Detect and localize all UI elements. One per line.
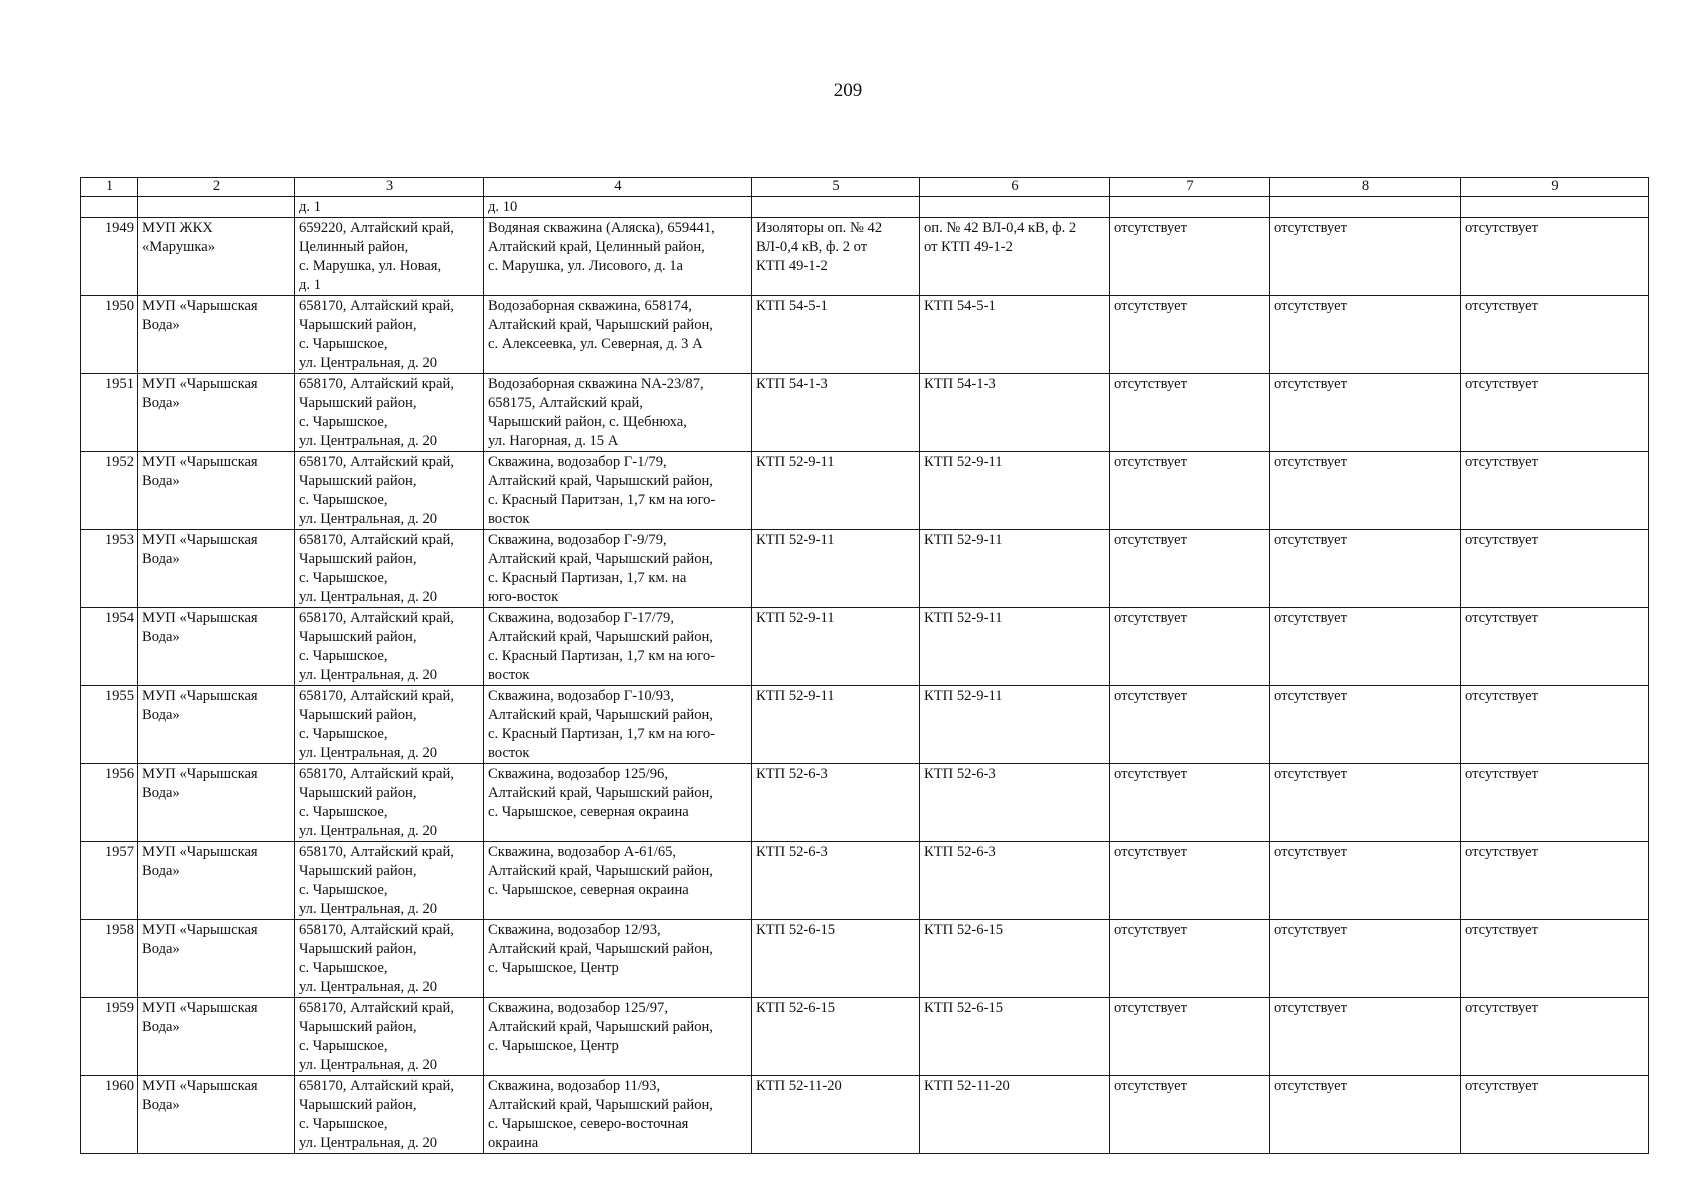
organization-cell bbox=[138, 1076, 295, 1154]
address-cell-line: ул. Центральная, д. 20 bbox=[299, 511, 438, 527]
object-cell bbox=[484, 920, 752, 998]
object-cell-line: Водяная скважина (Аляска), 659441, bbox=[488, 220, 715, 236]
address-cell-line: Чарышский район, bbox=[299, 785, 417, 801]
organization-cell bbox=[138, 686, 295, 764]
table-row bbox=[81, 452, 1649, 530]
object-cell-line: Скважина, водозабор Г-17/79, bbox=[488, 610, 674, 626]
col7-cell: отсутствует bbox=[1110, 686, 1270, 764]
address-cell-line: с. Чарышское, bbox=[299, 726, 388, 742]
col7-cell: отсутствует bbox=[1110, 218, 1270, 296]
address-cell-line: с. Чарышское, bbox=[299, 336, 388, 352]
col5-cell-line: ВЛ-0,4 кВ, ф. 2 от bbox=[756, 239, 868, 255]
table-row bbox=[81, 920, 1649, 998]
row-number-cell: 1953 bbox=[81, 530, 138, 608]
organization-cell-line: МУП «Чарышская bbox=[142, 454, 258, 470]
column-number-cell: 6 bbox=[920, 178, 1110, 197]
col5-cell bbox=[752, 452, 920, 530]
address-cell-line: ул. Центральная, д. 20 bbox=[299, 979, 438, 995]
organization-cell-line: Вода» bbox=[142, 1097, 180, 1113]
object-cell-line: с. Чарышское, северная окраина bbox=[488, 804, 689, 820]
col6-cell bbox=[920, 530, 1110, 608]
col6-cell bbox=[920, 920, 1110, 998]
object-cell-line: Скважина, водозабор 125/97, bbox=[488, 1000, 668, 1016]
organization-cell bbox=[138, 296, 295, 374]
address-cell-line: 658170, Алтайский край, bbox=[299, 688, 454, 704]
organization-cell-line: МУП «Чарышская bbox=[142, 922, 258, 938]
continuation-cell: д. 10 bbox=[484, 197, 752, 218]
col6-cell bbox=[920, 608, 1110, 686]
object-cell-line: с. Красный Партизан, 1,7 км. на bbox=[488, 570, 687, 586]
object-cell-line: восток bbox=[488, 745, 530, 761]
col7-cell: отсутствует bbox=[1110, 1076, 1270, 1154]
address-cell bbox=[295, 998, 484, 1076]
address-cell-line: 658170, Алтайский край, bbox=[299, 922, 454, 938]
col8-cell: отсутствует bbox=[1270, 218, 1461, 296]
object-cell bbox=[484, 374, 752, 452]
col5-cell bbox=[752, 530, 920, 608]
address-cell-line: ул. Центральная, д. 20 bbox=[299, 1135, 438, 1151]
column-number-cell: 2 bbox=[138, 178, 295, 197]
address-cell-line: с. Чарышское, bbox=[299, 414, 388, 430]
address-cell-line: Чарышский район, bbox=[299, 317, 417, 333]
column-number-cell: 3 bbox=[295, 178, 484, 197]
organization-cell-line: Вода» bbox=[142, 1019, 180, 1035]
row-number-cell: 1952 bbox=[81, 452, 138, 530]
address-cell-line: Целинный район, bbox=[299, 239, 409, 255]
col5-cell bbox=[752, 374, 920, 452]
col6-cell bbox=[920, 842, 1110, 920]
row-number-cell: 1950 bbox=[81, 296, 138, 374]
col9-cell: отсутствует bbox=[1461, 530, 1649, 608]
address-cell-line: с. Чарышское, bbox=[299, 492, 388, 508]
continuation-cell bbox=[752, 197, 920, 218]
col5-cell bbox=[752, 686, 920, 764]
organization-cell-line: МУП «Чарышская bbox=[142, 298, 258, 314]
object-cell-line: 658175, Алтайский край, bbox=[488, 395, 643, 411]
table-row bbox=[81, 374, 1649, 452]
address-cell-line: с. Чарышское, bbox=[299, 1116, 388, 1132]
address-cell-line: 658170, Алтайский край, bbox=[299, 532, 454, 548]
organization-cell-line: Вода» bbox=[142, 785, 180, 801]
address-cell-line: с. Чарышское, bbox=[299, 804, 388, 820]
col6-cell-line: КТП 52-9-11 bbox=[924, 454, 1003, 470]
organization-cell-line: Вода» bbox=[142, 863, 180, 879]
page-number: 209 bbox=[833, 80, 863, 101]
object-cell-line: Алтайский край, Чарышский район, bbox=[488, 863, 713, 879]
address-cell-line: 658170, Алтайский край, bbox=[299, 298, 454, 314]
object-cell-line: Алтайский край, Чарышский район, bbox=[488, 317, 713, 333]
col8-cell: отсутствует bbox=[1270, 530, 1461, 608]
organization-cell bbox=[138, 920, 295, 998]
table-row bbox=[81, 686, 1649, 764]
col6-cell bbox=[920, 1076, 1110, 1154]
organization-cell-line: МУП «Чарышская bbox=[142, 766, 258, 782]
address-cell-line: Чарышский район, bbox=[299, 473, 417, 489]
object-cell bbox=[484, 686, 752, 764]
column-number-cell: 5 bbox=[752, 178, 920, 197]
address-cell-line: Чарышский район, bbox=[299, 941, 417, 957]
continuation-row bbox=[81, 197, 1649, 218]
organization-cell bbox=[138, 452, 295, 530]
address-cell bbox=[295, 374, 484, 452]
row-number-cell: 1960 bbox=[81, 1076, 138, 1154]
address-cell-line: Чарышский район, bbox=[299, 1019, 417, 1035]
object-cell-line: ул. Нагорная, д. 15 А bbox=[488, 433, 619, 449]
object-cell-line: Алтайский край, Целинный район, bbox=[488, 239, 705, 255]
object-cell-line: с. Чарышское, северо-восточная bbox=[488, 1116, 689, 1132]
address-cell-line: с. Чарышское, bbox=[299, 1038, 388, 1054]
object-cell-line: с. Красный Паритзан, 1,7 км на юго- bbox=[488, 492, 716, 508]
col6-cell-line: КТП 52-9-11 bbox=[924, 610, 1003, 626]
col5-cell bbox=[752, 218, 920, 296]
organization-cell bbox=[138, 764, 295, 842]
col6-cell-line: КТП 52-11-20 bbox=[924, 1078, 1010, 1094]
col6-cell-line: КТП 52-6-15 bbox=[924, 922, 1004, 938]
col5-cell bbox=[752, 1076, 920, 1154]
address-cell-line: Чарышский район, bbox=[299, 1097, 417, 1113]
address-cell bbox=[295, 608, 484, 686]
organization-cell-line: МУП «Чарышская bbox=[142, 688, 258, 704]
object-cell-line: Алтайский край, Чарышский район, bbox=[488, 1097, 713, 1113]
col5-cell-line: КТП 52-6-3 bbox=[756, 844, 828, 860]
col8-cell: отсутствует bbox=[1270, 998, 1461, 1076]
address-cell-line: ул. Центральная, д. 20 bbox=[299, 589, 438, 605]
object-cell bbox=[484, 452, 752, 530]
address-cell-line: с. Чарышское, bbox=[299, 960, 388, 976]
organization-cell bbox=[138, 530, 295, 608]
column-number-row bbox=[81, 178, 1649, 197]
col9-cell: отсутствует bbox=[1461, 374, 1649, 452]
organization-cell-line: Вода» bbox=[142, 395, 180, 411]
col7-cell: отсутствует bbox=[1110, 998, 1270, 1076]
object-cell-line: с. Красный Партизан, 1,7 км на юго- bbox=[488, 726, 715, 742]
address-cell-line: д. 1 bbox=[299, 277, 322, 293]
organization-cell bbox=[138, 842, 295, 920]
row-number-cell: 1955 bbox=[81, 686, 138, 764]
object-cell-line: Скважина, водозабор Г-10/93, bbox=[488, 688, 674, 704]
col8-cell: отсутствует bbox=[1270, 764, 1461, 842]
address-cell bbox=[295, 452, 484, 530]
col5-cell bbox=[752, 998, 920, 1076]
column-number-cell: 8 bbox=[1270, 178, 1461, 197]
address-cell bbox=[295, 686, 484, 764]
address-cell-line: 658170, Алтайский край, bbox=[299, 376, 454, 392]
organization-cell-line: Вода» bbox=[142, 317, 180, 333]
col9-cell: отсутствует bbox=[1461, 608, 1649, 686]
organization-cell-line: Вода» bbox=[142, 707, 180, 723]
object-cell bbox=[484, 764, 752, 842]
object-cell-line: Водозаборная скважина NA-23/87, bbox=[488, 376, 704, 392]
organization-cell bbox=[138, 608, 295, 686]
col7-cell: отсутствует bbox=[1110, 296, 1270, 374]
col9-cell: отсутствует bbox=[1461, 452, 1649, 530]
col7-cell: отсутствует bbox=[1110, 452, 1270, 530]
col9-cell: отсутствует bbox=[1461, 1076, 1649, 1154]
organization-cell-line: МУП «Чарышская bbox=[142, 844, 258, 860]
continuation-cell bbox=[1270, 197, 1461, 218]
address-cell-line: 658170, Алтайский край, bbox=[299, 766, 454, 782]
col6-cell-line: от КТП 49-1-2 bbox=[924, 239, 1013, 255]
col5-cell-line: КТП 54-5-1 bbox=[756, 298, 828, 314]
col5-cell bbox=[752, 296, 920, 374]
col8-cell: отсутствует bbox=[1270, 920, 1461, 998]
table-row bbox=[81, 218, 1649, 296]
object-cell-line: Водозаборная скважина, 658174, bbox=[488, 298, 692, 314]
col5-cell-line: КТП 52-6-3 bbox=[756, 766, 828, 782]
object-cell-line: Алтайский край, Чарышский район, bbox=[488, 785, 713, 801]
col6-cell-line: КТП 52-9-11 bbox=[924, 532, 1003, 548]
object-cell-line: Скважина, водозабор 125/96, bbox=[488, 766, 668, 782]
object-cell-line: окраина bbox=[488, 1135, 539, 1151]
object-cell-line: с. Чарышское, северная окраина bbox=[488, 882, 689, 898]
col6-cell bbox=[920, 998, 1110, 1076]
address-cell-line: ул. Центральная, д. 20 bbox=[299, 901, 438, 917]
address-cell bbox=[295, 296, 484, 374]
col7-cell: отсутствует bbox=[1110, 530, 1270, 608]
address-cell-line: с. Марушка, ул. Новая, bbox=[299, 258, 442, 274]
address-cell bbox=[295, 920, 484, 998]
column-number-cell: 4 bbox=[484, 178, 752, 197]
address-cell-line: Чарышский район, bbox=[299, 863, 417, 879]
address-cell-line: с. Чарышское, bbox=[299, 570, 388, 586]
col8-cell: отсутствует bbox=[1270, 686, 1461, 764]
table-row bbox=[81, 764, 1649, 842]
object-cell bbox=[484, 218, 752, 296]
col7-cell: отсутствует bbox=[1110, 764, 1270, 842]
object-cell-line: Скважина, водозабор Г-9/79, bbox=[488, 532, 667, 548]
object-cell-line: с. Чарышское, Центр bbox=[488, 1038, 619, 1054]
organization-cell-line: «Марушка» bbox=[142, 239, 216, 255]
address-cell-line: ул. Центральная, д. 20 bbox=[299, 667, 438, 683]
continuation-cell bbox=[81, 197, 138, 218]
col6-cell-line: КТП 52-6-3 bbox=[924, 766, 996, 782]
address-cell bbox=[295, 218, 484, 296]
col5-cell-line: КТП 52-9-11 bbox=[756, 688, 835, 704]
address-cell bbox=[295, 764, 484, 842]
object-cell-line: с. Красный Партизан, 1,7 км на юго- bbox=[488, 648, 715, 664]
col8-cell: отсутствует bbox=[1270, 1076, 1461, 1154]
object-cell bbox=[484, 608, 752, 686]
col5-cell-line: КТП 49-1-2 bbox=[756, 258, 828, 274]
organization-cell bbox=[138, 998, 295, 1076]
object-cell-line: Алтайский край, Чарышский район, bbox=[488, 629, 713, 645]
object-cell-line: Алтайский край, Чарышский район, bbox=[488, 551, 713, 567]
col6-cell-line: КТП 52-6-15 bbox=[924, 1000, 1004, 1016]
col7-cell: отсутствует bbox=[1110, 842, 1270, 920]
column-number-cell: 9 bbox=[1461, 178, 1649, 197]
address-cell-line: 658170, Алтайский край, bbox=[299, 1000, 454, 1016]
object-cell-line: Чарышский район, с. Щебнюха, bbox=[488, 414, 687, 430]
organization-cell-line: МУП «Чарышская bbox=[142, 610, 258, 626]
col7-cell: отсутствует bbox=[1110, 920, 1270, 998]
col5-cell bbox=[752, 920, 920, 998]
address-cell-line: 659220, Алтайский край, bbox=[299, 220, 454, 236]
address-cell bbox=[295, 1076, 484, 1154]
col6-cell bbox=[920, 452, 1110, 530]
object-cell-line: Алтайский край, Чарышский район, bbox=[488, 1019, 713, 1035]
col9-cell: отсутствует bbox=[1461, 842, 1649, 920]
col9-cell: отсутствует bbox=[1461, 920, 1649, 998]
col5-cell-line: КТП 52-6-15 bbox=[756, 1000, 836, 1016]
row-number-cell: 1957 bbox=[81, 842, 138, 920]
col5-cell-line: КТП 52-9-11 bbox=[756, 610, 835, 626]
object-cell bbox=[484, 296, 752, 374]
table-row bbox=[81, 608, 1649, 686]
col9-cell: отсутствует bbox=[1461, 218, 1649, 296]
col5-cell-line: КТП 52-11-20 bbox=[756, 1078, 842, 1094]
col5-cell-line: КТП 52-9-11 bbox=[756, 532, 835, 548]
col5-cell bbox=[752, 608, 920, 686]
table-row bbox=[81, 998, 1649, 1076]
object-cell-line: восток bbox=[488, 667, 530, 683]
table-row bbox=[81, 1076, 1649, 1154]
address-cell bbox=[295, 842, 484, 920]
col6-cell bbox=[920, 686, 1110, 764]
address-cell-line: Чарышский район, bbox=[299, 551, 417, 567]
row-number-cell: 1956 bbox=[81, 764, 138, 842]
col8-cell: отсутствует bbox=[1270, 296, 1461, 374]
address-cell-line: ул. Центральная, д. 20 bbox=[299, 745, 438, 761]
object-cell-line: Скважина, водозабор 12/93, bbox=[488, 922, 661, 938]
object-cell-line: с. Марушка, ул. Лисового, д. 1а bbox=[488, 258, 684, 274]
organization-cell bbox=[138, 218, 295, 296]
organization-cell-line: Вода» bbox=[142, 551, 180, 567]
organization-cell bbox=[138, 374, 295, 452]
row-number-cell: 1958 bbox=[81, 920, 138, 998]
col5-cell-line: КТП 52-6-15 bbox=[756, 922, 836, 938]
col8-cell: отсутствует bbox=[1270, 842, 1461, 920]
continuation-cell bbox=[920, 197, 1110, 218]
registry-table-body bbox=[81, 178, 1649, 1154]
col6-cell bbox=[920, 218, 1110, 296]
col8-cell: отсутствует bbox=[1270, 374, 1461, 452]
organization-cell-line: МУП ЖКХ bbox=[142, 220, 213, 236]
address-cell-line: ул. Центральная, д. 20 bbox=[299, 355, 438, 371]
address-cell-line: с. Чарышское, bbox=[299, 882, 388, 898]
table-row bbox=[81, 530, 1649, 608]
address-cell-line: ул. Центральная, д. 20 bbox=[299, 433, 438, 449]
address-cell-line: 658170, Алтайский край, bbox=[299, 1078, 454, 1094]
col6-cell-line: КТП 54-5-1 bbox=[924, 298, 996, 314]
object-cell-line: Алтайский край, Чарышский район, bbox=[488, 473, 713, 489]
object-cell bbox=[484, 530, 752, 608]
col9-cell: отсутствует bbox=[1461, 764, 1649, 842]
col9-cell: отсутствует bbox=[1461, 998, 1649, 1076]
object-cell bbox=[484, 842, 752, 920]
address-cell-line: Чарышский район, bbox=[299, 707, 417, 723]
col6-cell bbox=[920, 296, 1110, 374]
col6-cell-line: оп. № 42 ВЛ-0,4 кВ, ф. 2 bbox=[924, 220, 1077, 236]
col5-cell bbox=[752, 764, 920, 842]
address-cell-line: ул. Центральная, д. 20 bbox=[299, 823, 438, 839]
address-cell-line: Чарышский район, bbox=[299, 629, 417, 645]
address-cell bbox=[295, 530, 484, 608]
continuation-cell bbox=[1110, 197, 1270, 218]
col6-cell-line: КТП 52-6-3 bbox=[924, 844, 996, 860]
object-cell-line: Скважина, водозабор Г-1/79, bbox=[488, 454, 667, 470]
col9-cell: отсутствует bbox=[1461, 686, 1649, 764]
table-row bbox=[81, 296, 1649, 374]
object-cell bbox=[484, 1076, 752, 1154]
organization-cell-line: Вода» bbox=[142, 473, 180, 489]
address-cell-line: Чарышский район, bbox=[299, 395, 417, 411]
object-cell-line: с. Чарышское, Центр bbox=[488, 960, 619, 976]
address-cell-line: 658170, Алтайский край, bbox=[299, 844, 454, 860]
row-number-cell: 1949 bbox=[81, 218, 138, 296]
object-cell bbox=[484, 998, 752, 1076]
address-cell-line: 658170, Алтайский край, bbox=[299, 454, 454, 470]
object-cell-line: восток bbox=[488, 511, 530, 527]
col5-cell-line: КТП 52-9-11 bbox=[756, 454, 835, 470]
col7-cell: отсутствует bbox=[1110, 608, 1270, 686]
organization-cell-line: МУП «Чарышская bbox=[142, 376, 258, 392]
continuation-cell bbox=[138, 197, 295, 218]
col6-cell-line: КТП 52-9-11 bbox=[924, 688, 1003, 704]
object-cell-line: с. Алексеевка, ул. Северная, д. 3 А bbox=[488, 336, 703, 352]
col9-cell: отсутствует bbox=[1461, 296, 1649, 374]
col8-cell: отсутствует bbox=[1270, 608, 1461, 686]
object-cell-line: Скважина, водозабор 11/93, bbox=[488, 1078, 661, 1094]
organization-cell-line: МУП «Чарышская bbox=[142, 1000, 258, 1016]
row-number-cell: 1959 bbox=[81, 998, 138, 1076]
table-row bbox=[81, 842, 1649, 920]
continuation-cell bbox=[1461, 197, 1649, 218]
object-cell-line: юго-восток bbox=[488, 589, 559, 605]
registry-table bbox=[80, 177, 1649, 1154]
col5-cell bbox=[752, 842, 920, 920]
organization-cell-line: Вода» bbox=[142, 629, 180, 645]
address-cell-line: ул. Центральная, д. 20 bbox=[299, 1057, 438, 1073]
col5-cell-line: Изоляторы оп. № 42 bbox=[756, 220, 883, 236]
object-cell-line: Алтайский край, Чарышский район, bbox=[488, 707, 713, 723]
row-number-cell: 1954 bbox=[81, 608, 138, 686]
organization-cell-line: МУП «Чарышская bbox=[142, 532, 258, 548]
col7-cell: отсутствует bbox=[1110, 374, 1270, 452]
address-cell-line: с. Чарышское, bbox=[299, 648, 388, 664]
column-number-cell: 1 bbox=[81, 178, 138, 197]
col6-cell bbox=[920, 764, 1110, 842]
col8-cell: отсутствует bbox=[1270, 452, 1461, 530]
organization-cell-line: Вода» bbox=[142, 941, 180, 957]
address-cell-line: 658170, Алтайский край, bbox=[299, 610, 454, 626]
object-cell-line: Алтайский край, Чарышский район, bbox=[488, 941, 713, 957]
column-number-cell: 7 bbox=[1110, 178, 1270, 197]
col5-cell-line: КТП 54-1-3 bbox=[756, 376, 828, 392]
col6-cell-line: КТП 54-1-3 bbox=[924, 376, 996, 392]
object-cell-line: Скважина, водозабор А-61/65, bbox=[488, 844, 677, 860]
organization-cell-line: МУП «Чарышская bbox=[142, 1078, 258, 1094]
col6-cell bbox=[920, 374, 1110, 452]
continuation-cell: д. 1 bbox=[295, 197, 484, 218]
row-number-cell: 1951 bbox=[81, 374, 138, 452]
